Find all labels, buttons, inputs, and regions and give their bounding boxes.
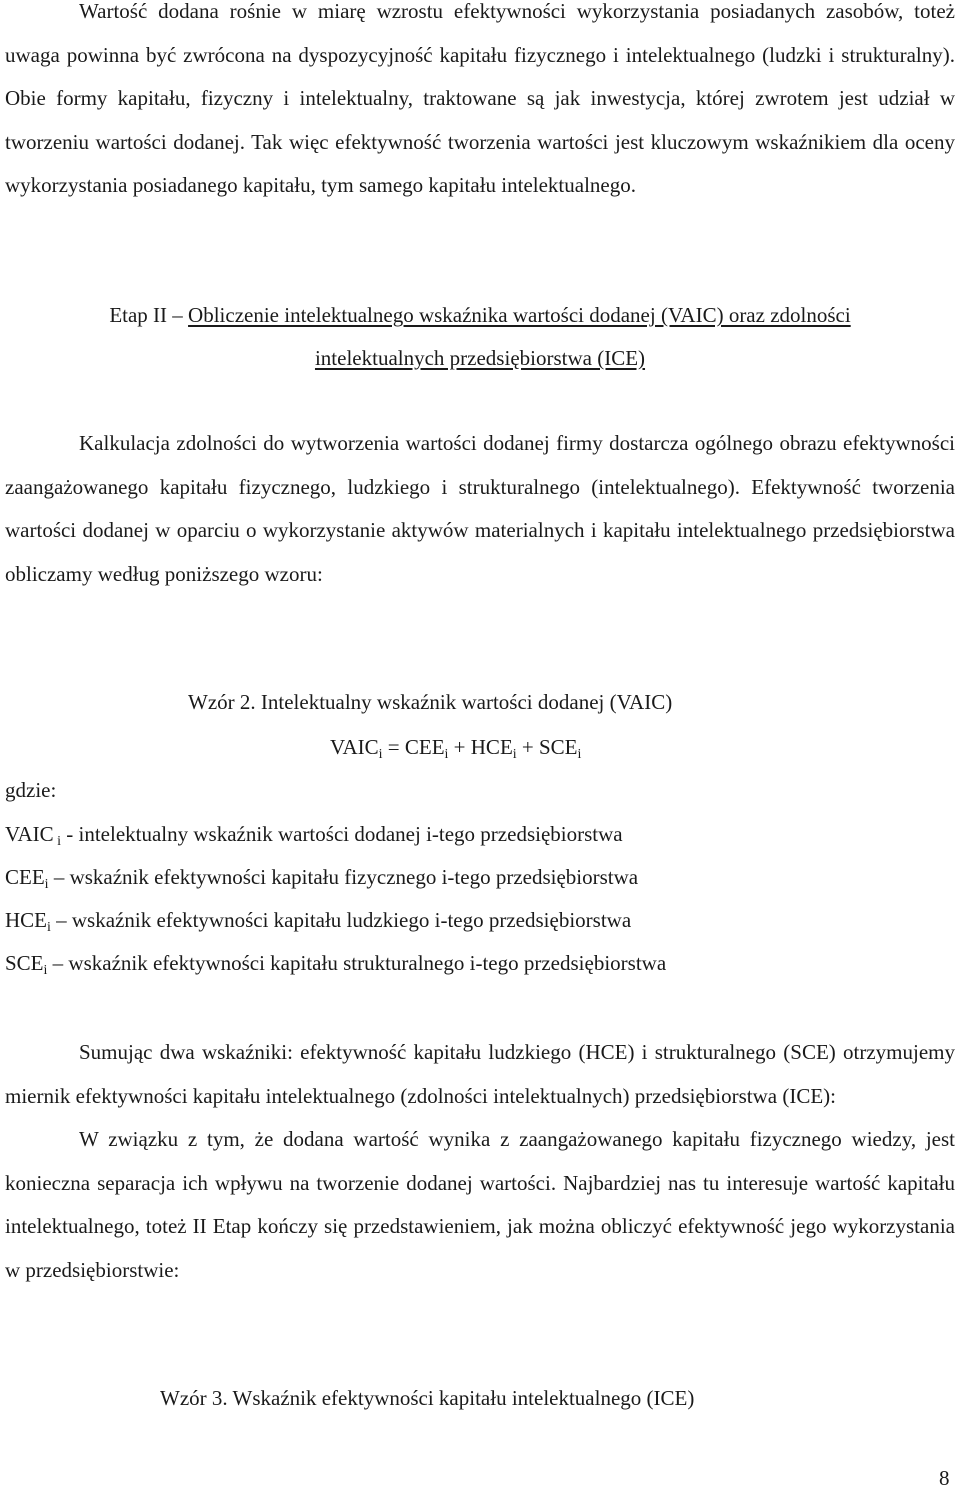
heading-line-2: intelektualnych przedsiębiorstwa (ICE) [314,346,646,370]
definition-text: – wskaźnik efektywności kapitału ludzkiego i-tego przedsiębiorstwa [50,908,632,932]
summation-block [5,1031,955,1293]
formula-sub: i [577,747,582,762]
formula-sub: i [512,747,517,762]
definition-term: HCE [5,908,47,932]
section-heading [5,294,955,380]
paragraph-summation: Sumując dwa wskaźniki: efektywność kapitału ludzkiego (HCE) i strukturalnego (SCE) otrzymujemy miernik efektywności kapitału intelektualnego (zdolności intelektualnych) przedsiębiorstwa (ICE): [5,1040,955,1108]
formula-vaic: VAIC [330,735,379,759]
formula-sce: + SCE [516,735,578,759]
heading-line-1: Obliczenie intelektualnego wskaźnika wartości dodanej (VAIC) oraz zdolności [188,303,851,327]
definition-text: - intelektualny wskaźnik wartości dodanej i-tego przedsiębiorstwa [61,822,623,846]
definition-vaic [5,822,623,850]
paragraph-intro: Wartość dodana rośnie w miarę wzrostu efektywności wykorzystania posiadanych zasobów, toteż uwaga powinna być zwrócona na dyspozycyjność kapitału fizycznego i intelektualnego (ludzki i strukturalny). Obie formy kapitału, fizyczny i intelektualny, traktowane są jak inwestycja, której zwrotem jest udział w tworzeniu wartości dodanej. Tak więc efektywność tworzenia wartości jest kluczowym wskaźnikiem dla oceny wykorzystania posiadanego kapitału, tym samego kapitału intelektualnego. [5,0,955,198]
definition-sub: i [47,920,51,935]
definition-sce [5,951,666,979]
formula-sub: i [444,747,449,762]
vaic-formula [330,735,581,763]
formula-sub: i [378,747,383,762]
paragraph-conclusion: W związku z tym, że dodana wartość wynika z zaangażowanego kapitału fizycznego wiedzy, jest konieczna separacja ich wpływu na tworzenie dodanej wartości. Najbardziej nas tu interesuje wartość kapitału intelektualnego, toteż II Etap kończy się przedstawieniem, jak można obliczyć efektywność jego wykorzystania w przedsiębiorstwie: [5,1127,955,1282]
formula-2-caption: Wzór 2. Intelektualny wskaźnik wartości dodanej (VAIC) [188,690,673,714]
definition-sub: i [44,877,49,892]
definition-text: – wskaźnik efektywności kapitału strukturalnego i-tego przedsiębiorstwa [47,951,667,975]
definition-sub: i [43,963,48,978]
definition-sub: i [53,834,62,849]
definition-term: SCE [5,951,44,975]
gdzie-label: gdzie: [5,778,57,802]
paragraph-calculation: Kalkulacja zdolności do wytworzenia wartości dodanej firmy dostarcza ogólnego obrazu efektywności zaangażowanego kapitału fizycznego, ludzkiego i strukturalnego (intelektualnego). Efektywność tworzenia wartości dodanej w oparciu o wykorzystanie aktywów materialnych i kapitału intelektualnego przedsiębiorstwa obliczamy według poniższego wzoru: [5,431,955,586]
definition-term: VAIC [5,822,54,846]
definition-hce [5,908,631,936]
definition-term: CEE [5,865,45,889]
formula-3-caption: Wzór 3. Wskaźnik efektywności kapitału intelektualnego (ICE) [160,1386,695,1410]
definition-cee [5,865,638,893]
formula-hce: + HCE [448,735,513,759]
page-number: 8 [939,1466,950,1490]
definition-text: – wskaźnik efektywności kapitału fizycznego i-tego przedsiębiorstwa [48,865,639,889]
formula-cee: = CEE [382,735,445,759]
heading-prefix: Etap II – [109,303,189,327]
